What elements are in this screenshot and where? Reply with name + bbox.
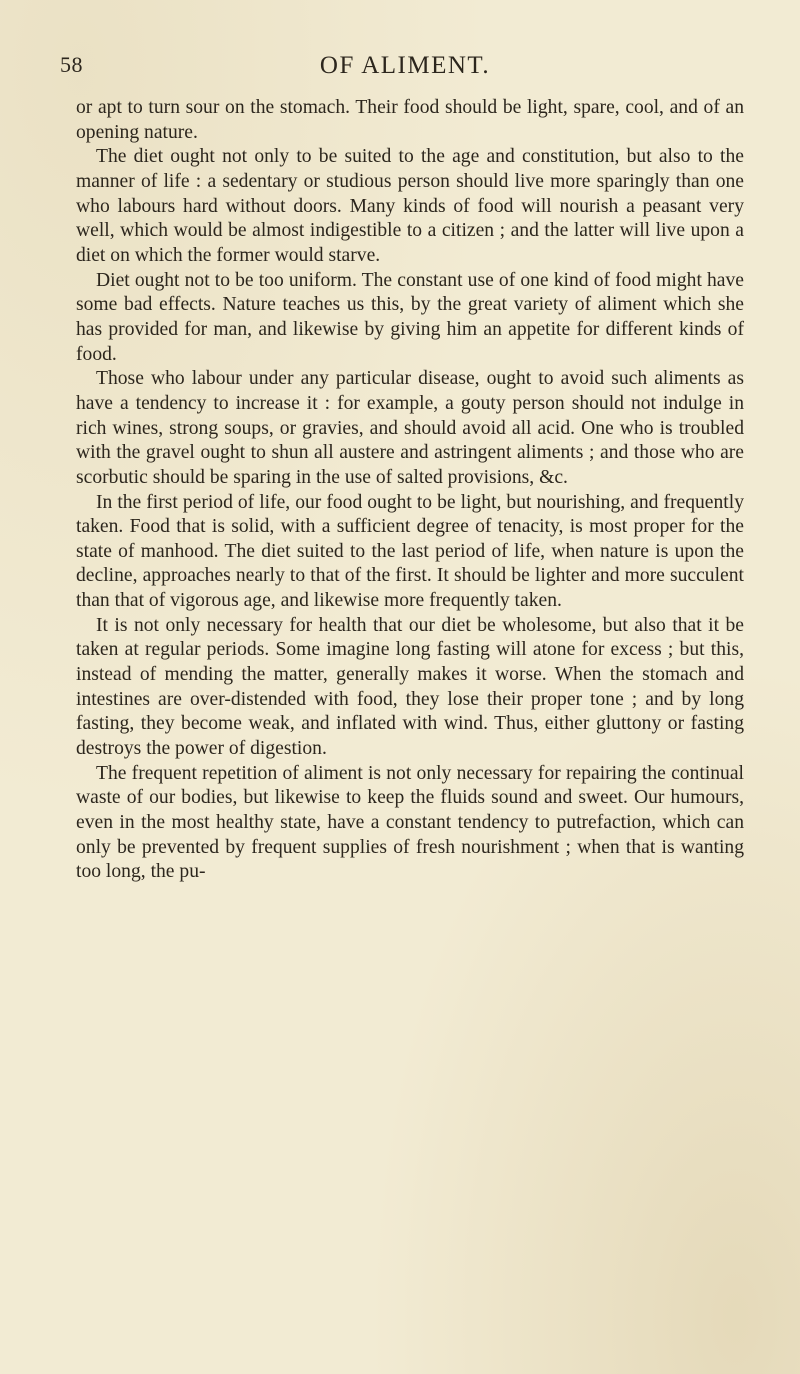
page-number: 58 — [60, 52, 83, 77]
paragraph-regular-periods: It is not only necessary for health that our diet be wholesome, but also that it be taken at regular periods. Some imagine long fasting will atone for excess ; but this, instead of mending the matter, generally makes it worse. When the stomach and intestines are over-distended with food, they lose their proper tone ; and by long fasting, they become weak, and inflated with wind. Thus, either gluttony or fasting destroys the power of digestion. — [76, 614, 744, 760]
paragraph-diet-constitution: The diet ought not only to be suited to the age and constitution, but also to the manner of life : a sedentary or studious person should live more sparingly than one who labours hard without doors. Many kinds of food will nourish a peasant very well, which would be almost indigestible to a citizen ; and the latter will live upon a diet on which the former would starve. — [76, 146, 744, 266]
body-text — [76, 96, 744, 885]
paragraph-frequent-repetition: The frequent repetition of aliment is not only necessary for repairing the continual waste of our bodies, but likewise to keep the fluids sound and sweet. Our humours, even in the most healthy state, have a constant tendency to putrefaction, which can only be prevented by frequent supplies of fresh nourishment ; when that is wanting too long, the pu- — [76, 762, 744, 883]
paragraph-continuation: or apt to turn sour on the stomach. Their food should be light, spare, cool, and of an opening nature. — [76, 97, 744, 143]
paragraph-diet-uniform: Diet ought not to be too uniform. The constant use of one kind of food might have some bad effects. Nature teaches us this, by the great variety of aliment which she has provided for man, and likewise by giving him an appetite for different kinds of food. — [76, 269, 744, 365]
paragraph-disease: Those who labour under any particular disease, ought to avoid such aliments as have a tendency to increase it : for example, a gouty person should not indulge in rich wines, strong soups, or gravies, and should avoid all acid. One who is troubled with the gravel ought to shun all austere and astringent aliments ; and those who are scorbutic should be sparing in the use of salted provisions, &c. — [76, 368, 744, 488]
paragraph-periods-of-life: In the first period of life, our food ought to be light, but nourishing, and frequently taken. Food that is solid, with a sufficient degree of tenacity, is most proper for the state of manhood. The diet suited to the last period of life, when nature is upon the decline, approaches nearly to that of the first. It should be lighter and more succulent than that of vigorous age, and likewise more frequently taken. — [76, 491, 744, 612]
page-header — [60, 52, 750, 88]
running-head: OF ALIMENT. — [319, 52, 491, 79]
